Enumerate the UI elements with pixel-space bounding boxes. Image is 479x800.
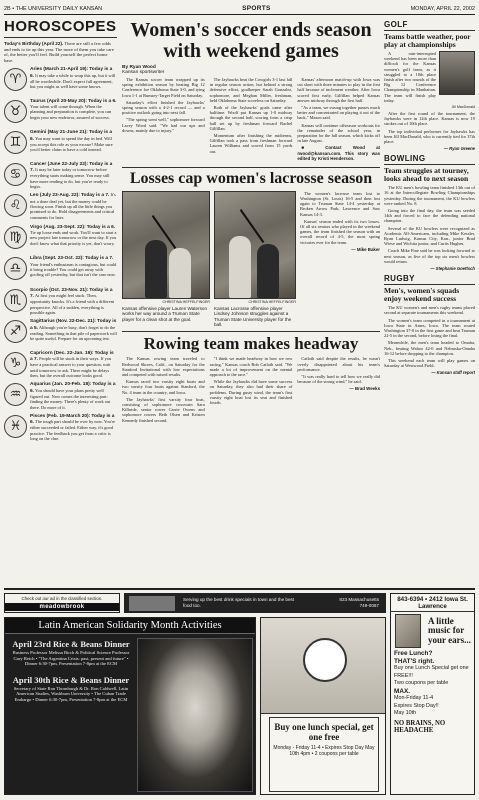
paragraph: Kansas' season ended with its two losses. Of all six seniors who played in the weekend games, the team finished the season with an overall record of 4-5, the most spring victories ever for the team. xyxy=(300,218,380,245)
sign-entry xyxy=(4,255,117,285)
pizza-ad[interactable] xyxy=(390,593,475,795)
lacrosse-photo-1 xyxy=(122,191,210,299)
paragraph: The women's lacrosse team lost to Washington (St. Louis) 16-5 and then lost again to Truman State 14-4 yesterday at Broken Arrow Park, Lawrence and Saw Kansas 14-3. xyxy=(300,190,380,217)
lacrosse-photo-2-block xyxy=(214,191,296,328)
restaurant-address: 823 Massachusetts xyxy=(339,597,379,602)
mascot-illustration xyxy=(303,638,347,682)
sign-name: Gemini (May 21-June 21): xyxy=(30,130,88,136)
sign-entry xyxy=(4,318,117,348)
sign-rating: Today is a 5. xyxy=(30,319,117,331)
rugby-section-label: RUGBY xyxy=(384,274,475,285)
rowing-sig: — Brad Weeks xyxy=(349,386,381,392)
zodiac-icon: ♐ xyxy=(4,320,27,343)
sign-entry xyxy=(4,98,117,128)
soccer-columns xyxy=(122,77,380,163)
issue-date: MONDAY, APRIL 22, 2002 xyxy=(410,5,475,12)
sign-text xyxy=(30,381,117,411)
latin-ad-events xyxy=(9,636,133,702)
sign-rating: Today is a 7. xyxy=(84,256,114,262)
paragraph: "I think we made headway in how we row racing," Kansas coach Rob Catloth said. "We made a lot of improvement on the mental approach to the race." xyxy=(209,356,293,377)
zodiac-icon: ♓ xyxy=(4,415,27,438)
pizza-line: Mon-Friday 11-4 xyxy=(394,695,434,701)
pizza-line: Buy one Lunch Special get one FREE!!! xyxy=(394,665,469,679)
coupon-headline: Buy one lunch special, get one free xyxy=(274,722,374,742)
rowing-headline: Rowing team makes headway xyxy=(143,334,359,354)
pizza-line: THAT'S right. xyxy=(394,657,435,665)
sign-entry xyxy=(4,381,117,411)
lunch-special-ad[interactable] xyxy=(260,617,386,795)
sign-rating: Today is a 7. xyxy=(30,161,113,174)
rowing-col-2 xyxy=(210,356,293,424)
advertisements xyxy=(4,588,475,796)
paragraph: "The spring went well," sophomore forward Lacey Wood said. "We had our ups and downs, mainly due to injury." xyxy=(122,117,205,133)
section-name: SPORTS xyxy=(242,5,271,12)
sign-rating: Today is a 6. xyxy=(86,224,116,230)
pizza-line: Expires Stop Day!! xyxy=(394,702,439,709)
sign-name: Aquarius (Jan. 20-Feb. 18): xyxy=(30,382,92,388)
player-figure xyxy=(169,248,191,298)
sign-entry xyxy=(4,66,117,96)
photo-credit: CHRISTINA HEFFELFINGER xyxy=(248,299,296,304)
pizza-header xyxy=(391,612,474,650)
paragraph: The Jayhawks' first varsity four boat, consisting of sophomore coxswain Sara Kilbride, senior rower Carrie Owens and sophomore rowers Beth Olsen and Kristen Kennedy finished second. xyxy=(122,396,205,423)
soccer-headline: Women's soccer ends season with weekend games xyxy=(130,19,372,62)
paragraph: The Kansas soccer team wrapped up its spring exhibition season by beating Big 12 Conference foe Oklahoma State 3-0, and tying Iowa 1-1 at Rumsey-Target Field on Saturday. xyxy=(122,77,205,98)
coupon-terms: Monday - Friday 11-4 • Expires Stop Day May 10th 4pm • 2 coupons per table xyxy=(273,745,375,758)
zodiac-icon: ♒ xyxy=(4,383,27,406)
zodiac-icon: ♎ xyxy=(4,257,27,280)
paragraph: Several of the KU bowlers were recognized as Academic All-Americans, including Mike Kessler, Ryan Ludwig, Kansas City, Kan., junior Brad Wiese and Wichita junior, and Curtis Hughes. xyxy=(384,225,475,247)
pizza-line: May 10th xyxy=(394,710,417,716)
restaurant-tagline: Serving up the best drink specials in town and the best food too. xyxy=(183,597,295,608)
sign-name: Capricorn (Dec. 22-Jan. 19): xyxy=(30,350,94,356)
lacrosse-photo-2 xyxy=(214,191,296,299)
sign-text xyxy=(30,98,117,128)
photo-caption: Kansas offensive player Lauren Waterson works her way around a Truman State player for a clean shot at the goal. xyxy=(122,305,208,322)
sign-rating: Today is a 7. xyxy=(80,193,110,199)
sign-reading: Your friend's enthusiasm is contagious, but could it bring trouble? You could get away with goofing off yesterday, but that isn't the case now. xyxy=(30,261,117,278)
rowing-col-3 xyxy=(297,356,380,424)
sign-text xyxy=(30,287,117,317)
soccer-col-3 xyxy=(297,77,380,163)
bowling-section-label: BOWLING xyxy=(384,154,475,165)
sign-text xyxy=(30,413,117,443)
pizza-slice-image xyxy=(395,614,421,648)
paragraph: Kansas' afternoon match-up with Iowa was cut short with three minutes to play in the first half because of inclement weather. After Iowa scored first early, Gilfillan helped Kansas answer midway through the first half. xyxy=(297,77,381,103)
horoscopes-column xyxy=(4,18,117,582)
birthday-text: There are still a few odds and ends to tie up this year. The more of them you take care of, the better you'll feel. Build yourself the perfect home base. xyxy=(4,41,114,63)
lacrosse-block xyxy=(122,191,380,328)
golf-section-label: GOLF xyxy=(384,20,475,31)
sign-entry xyxy=(4,192,117,222)
sign-text xyxy=(30,318,117,348)
meadowbrook-logo: meadowbrook xyxy=(5,603,119,611)
sign-text xyxy=(30,255,117,285)
paragraph: While the Jayhawks did have some success on Saturday, they also had their share of problems. During gusty wind, the team's first varsity eight boat lost its seat and finished fourth. xyxy=(209,379,293,405)
lunch-coupon xyxy=(269,717,379,792)
paragraph: The KU women's and men's rugby teams placed second at separate tournaments this weekend. xyxy=(384,305,475,316)
sign-rating: Today is a 6. xyxy=(30,382,116,394)
soccer-byline xyxy=(122,65,380,75)
sign-name: Virgo (Aug. 23-Sept. 22): xyxy=(30,224,86,230)
bowling-sig: — Stephanie Goettsch xyxy=(430,266,475,272)
sign-rating: Today is a 6. xyxy=(30,67,113,79)
rowing-columns xyxy=(122,356,380,424)
zodiac-icon: ♈ xyxy=(4,68,27,91)
sign-rating: Today is a 7. xyxy=(30,350,114,363)
birthday-heading: Today's Birthday (April 22). xyxy=(4,41,64,46)
golf-sig: — Ryan Greene xyxy=(443,146,475,152)
zodiac-icon: ♏ xyxy=(4,289,27,312)
pizza-headline: A little music for your ears... xyxy=(428,615,471,645)
pizza-line: Two coupons per table xyxy=(394,680,449,686)
event-info-2: Secretary of State Ron Thornburgh & Dr. Ron Caldwell, Latin American Studies, Washburn University • The Cuban Trade Embargo • Dinner 6:30-7pm, Presentation 7-8pm at the ECM xyxy=(13,685,129,702)
event-date-2: April 30th Rice & Beans Dinner xyxy=(12,674,130,685)
ad-illustration xyxy=(261,618,385,714)
paragraph: This weekend each team will play games on Saturday at Westwood Field. xyxy=(384,357,475,369)
lacrosse-headline: Losses cap women's lacrosse season xyxy=(129,170,373,188)
byline-role: Kansan sportswriter xyxy=(122,70,165,75)
paragraph: Catloth said despite the results, he wasn't overly disappointed about his team's performance. xyxy=(297,356,381,372)
sign-reading: You may want to spend the day in bed. Will you accept this role as your excuse? Make sure you'd better claim to have a cold instead. xyxy=(30,135,113,153)
restaurant-contact xyxy=(339,597,379,608)
rowing-col-1 xyxy=(122,356,205,424)
soccer-col-2 xyxy=(210,77,293,163)
page-label: 2B • THE UNIVERSITY DAILY KANSAN xyxy=(4,5,103,12)
sign-rating: Today is a 6. xyxy=(88,98,117,104)
sign-entry xyxy=(4,413,117,443)
zodiac-icon: ♌ xyxy=(4,194,27,217)
sign-reading: It may take a while to wrap this up, but it will all be worthwhile. Don't expect full agreement, but you might as well have some knows. xyxy=(30,72,116,90)
rugby-sig: — Kansan staff report xyxy=(431,370,475,376)
photo-credit: CHRISTINA HEFFELFINGER xyxy=(162,299,210,304)
pizza-address: 843-6394 • 2412 Iowa St. Lawrence xyxy=(391,596,474,612)
paragraph: The top individual performer for Jayhawks has been Jill MacDonald, who is currently tied for 37th place. xyxy=(384,128,475,145)
zodiac-icon: ♊ xyxy=(4,131,27,154)
player-figure xyxy=(257,244,279,298)
sign-name: Aries (March 21-April 19): xyxy=(30,67,89,73)
paragraph: Saturday's effort finished the Jayhawks' spring season with a 4-2-1 record — and a positive outlook going into next fall. xyxy=(122,99,205,116)
sign-rating: Today is a 7. xyxy=(30,287,113,300)
sign-text xyxy=(30,161,117,191)
divider xyxy=(122,331,380,332)
paragraph: A rain-interrupted weekend has been more than difficult for the Kansas women's golf team, as it struggled to a 10th place finish after two rounds of the Big 12 Conference Championship in Manhattan. The team will finish play today. xyxy=(384,51,436,103)
pizza-footer: NO BRAINS, NO HEADACHE xyxy=(394,719,446,734)
paragraph: The women's team competed in a tournament at Iowa State in Ames, Iowa. The team routed Washington 37-0 in the first game and beat Truman 22-5 in the second, before losing the final. xyxy=(384,317,475,339)
restaurant-logo xyxy=(129,596,175,611)
paragraph: Coach Mike Fine said he was looking forward to next season, as five of the top six men's bowlers would return. xyxy=(384,248,475,264)
paragraph: Going into the final day, the team was seeded 14th and forced to face the defending national champion. xyxy=(384,208,475,224)
sign-reading: At first you might feel stuck. Then, opportunity knocks. It's a friend with a different perspective. All of a sudden, everything is possible again. xyxy=(30,293,115,316)
paragraph: The KU men's bowling team finished 13th out of 16 at the Intercollegiate Bowling Championships yesterday. During the tournament, the KU bowlers were ranked No. 8. xyxy=(384,185,475,206)
sign-name: Leo (July 23-Aug. 22): xyxy=(30,193,80,199)
sign-name: Libra (Sept. 23-Oct. 22): xyxy=(30,256,84,262)
sign-text xyxy=(30,192,117,222)
sign-rating: Today is a 6. xyxy=(30,130,113,142)
latin-ad-title: Latin American Solidarity Month Activities xyxy=(5,618,255,634)
sign-reading: You should have your plans pretty well figured out. Now comes the interesting part: finding the money. There's plenty of work out there. Do more of it. xyxy=(30,387,111,410)
paragraph: Meanwhile, the men's team headed to Omaha, Neb., beating Wahoo 42-0 and Nebraska-Omaha 16-12 before dropping to the champion. xyxy=(384,340,475,356)
meadowbrook-ad[interactable] xyxy=(4,593,120,613)
main-stories xyxy=(122,18,380,586)
sports-sidebar xyxy=(384,18,475,586)
sign-reading: Although you're busy, don't forget to do the reading. Something in that pile of paperwork will be quite useful. Prepare for an upcoming test. xyxy=(30,324,117,342)
soccer-tagline: ■ Contact Wood at rwood@kansan.com. This story was edited by Kristi Henderson. xyxy=(297,145,381,161)
paragraph: Kansas raced two varsity eight boats and two varsity four boats against Stanford, the No. 4 team in the country, and Iowa. xyxy=(122,379,205,395)
golfer-photo-caption: Jill MacDonald xyxy=(451,105,475,110)
sign-entry xyxy=(4,129,117,159)
player-figure xyxy=(229,236,251,298)
event-date-1: April 23rd Rice & Beans Dinner xyxy=(12,639,130,649)
golfer-photo xyxy=(439,51,475,95)
horoscopes-intro xyxy=(4,41,117,63)
sign-entry xyxy=(4,161,117,191)
sign-text xyxy=(30,350,117,380)
paragraph: After the first round of the tournament, the Jayhawks were in 12th place. Kansas is now 19 strokes out of 10th place. xyxy=(384,111,475,127)
sign-reading: People will be stuck in their ways. If you have a practical answer to your question, wait until tomorrow to ask. There might be delays then, but the overall outcome looks good. xyxy=(30,356,112,379)
sign-name: Taurus (April 20-May 20): xyxy=(30,98,87,104)
zodiac-icon: ♍ xyxy=(4,226,27,249)
sign-name: Cancer (June 22-July 22): xyxy=(30,161,89,167)
paragraph: The Kansas rowing team traveled to Redwood Shores, Calif., on Saturday for the Stanford Invitational with low expectations and competed with mixed results. xyxy=(122,356,205,377)
divider xyxy=(122,167,380,168)
zodiac-icon: ♋ xyxy=(4,163,27,186)
paragraph: The Jayhawks beat the Cowgirls 3-1 last fall in regular season action, but behind a strong defensive effort, goalkeeper Sarah Gonzalez, sophomore, and Meghan Miller, freshman, held Oklahoma State scoreless on Saturday. xyxy=(209,77,293,103)
sign-reading: It may be later today or tomorrow before everything starts making sense. You may still have more reading to do, but you're ready to begin. xyxy=(30,167,110,190)
sign-text xyxy=(30,129,117,159)
paragraph: Kansas will continue offseason workouts for the remainder of the school year, in preparation for the fall season, which kicks off in late August. xyxy=(297,122,381,144)
restaurant-ad[interactable] xyxy=(124,593,386,613)
lacrosse-sig: — Mike Baker xyxy=(351,246,380,252)
latin-american-solidarity-ad[interactable] xyxy=(4,617,256,795)
rugby-headline: Men's, women's squads enjoy weekend success xyxy=(384,286,460,304)
sign-entry xyxy=(4,350,117,380)
paragraph: "It was really hard to tell how we really did because of the strong wind," he said. xyxy=(297,373,381,385)
meadowbrook-line: Check out our ad in the classified section. xyxy=(21,596,103,601)
zodiac-icon: ♉ xyxy=(4,100,27,123)
pizza-line: MAX. xyxy=(394,687,410,695)
sign-text xyxy=(30,224,117,254)
restaurant-phone: 749-0067 xyxy=(359,602,379,608)
sign-reading: It's not a done deal yet, but the money could be flowing soon. Finish up all the little things you promised to do. Hold disagreements and critical comments for later. xyxy=(30,192,116,220)
horoscopes-title: HOROSCOPES xyxy=(4,18,117,38)
lacrosse-photo-1-block xyxy=(122,191,210,328)
bowling-headline: Team struggles at tourney, looks ahead to next season xyxy=(384,166,469,184)
sign-name: Scorpio (Oct. 23-Nov. 21): xyxy=(30,287,89,293)
byline-author: By Ryan Wood xyxy=(122,65,156,70)
player-figure xyxy=(145,240,167,298)
zodiac-icon: ♑ xyxy=(4,352,27,375)
photo-caption: Kansas Lacrosse offensive player Lindsey Johnson struggles against a Truman State University player for the ball. xyxy=(214,305,292,328)
paragraph: Both of the Jayhawks' goals came after halftime. Woolf put Kansas up 1-0 midway through the second half, scoring from a crisp ball set up by freshman forward Rachel Gilfillan. xyxy=(209,105,293,131)
pizza-line: Free Lunch? xyxy=(394,650,433,657)
sign-name: Pisces (Feb. 19-March 20): xyxy=(30,413,91,419)
sign-text xyxy=(30,66,117,96)
sign-entry xyxy=(4,224,117,254)
paragraph: Momentum after finishing the midterms, Gilfillan took a pass from freshman forward Lauren Williams and scored from 15 yards out. xyxy=(209,133,293,154)
sign-list xyxy=(4,66,117,442)
sign-reading: The tough part should be over by now. You're either succeeded or failed. Either way, it's good practice. The feedback you get from a critic is long on the clue. xyxy=(30,419,116,442)
sign-entry xyxy=(4,287,117,317)
soccer-col-1 xyxy=(122,77,205,163)
masthead xyxy=(4,3,475,15)
paragraph: "As a team, we swung together passes much better and concentrated on playing it out of the back," Mason said. xyxy=(297,105,381,121)
sign-name: Sagittarius (Nov. 22-Dec. 21): xyxy=(30,319,97,325)
event-info-1: Business Professor Melissa Birch & Political Science Professor Gary Reich • "The Argentina Crisis: past, present and future" • Dinner 6:30-7pm, Presentation 7-8pm at the ECM xyxy=(12,650,130,666)
sign-reading: Tie up loose ends and work. You'll want to start a new project late tomorrow or the next day. If you don't know what that priority is yet, don't worry. xyxy=(30,230,117,246)
lacrosse-text xyxy=(300,191,380,328)
portrait-image xyxy=(137,638,253,792)
golf-headline: Teams battle weather, poor play at championships xyxy=(384,32,471,49)
sign-reading: Your talent will come through. When the planning and preparation is complete, you can begin your new endeavor, assured of success. xyxy=(30,104,112,120)
sign-rating: Today is a 6. xyxy=(30,413,115,426)
